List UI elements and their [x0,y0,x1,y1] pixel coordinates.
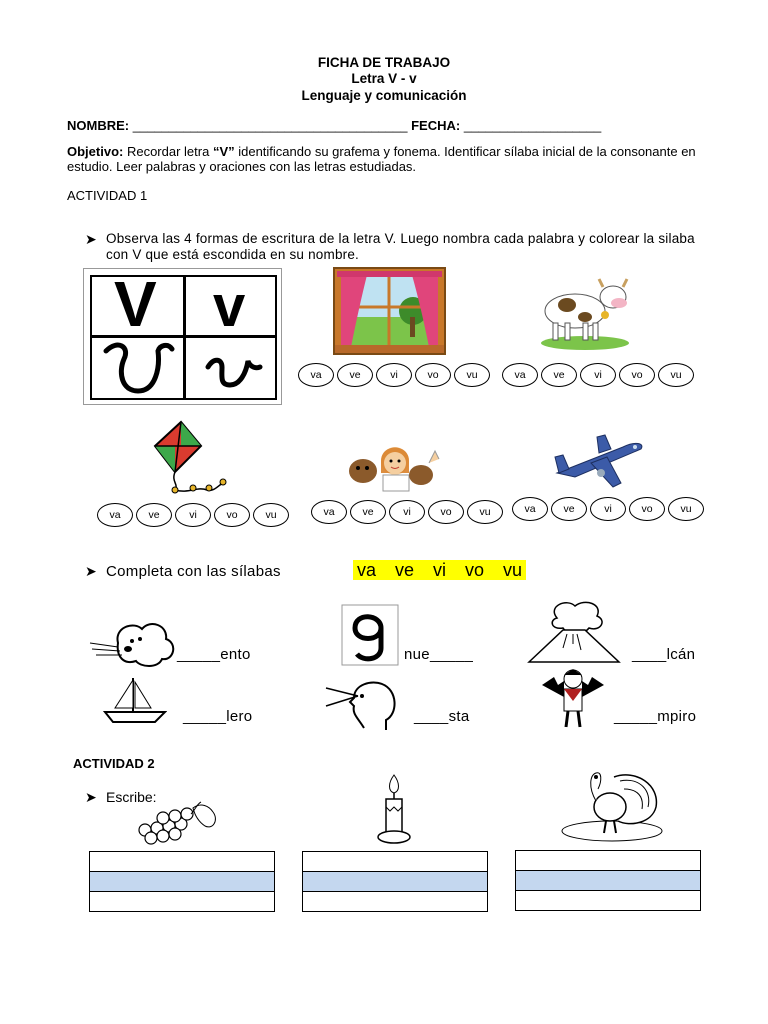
writing-line[interactable] [516,871,700,891]
syllable-va[interactable]: va [512,497,548,521]
eye-sight-icon [324,678,404,732]
name-date-line [67,118,601,133]
syllable-vi[interactable]: vi [580,363,616,387]
blank[interactable]: ____ [632,646,667,663]
worksheet-title: FICHA DE TRABAJO [317,55,451,70]
syllable-vu[interactable]: vu [454,363,490,387]
bullet-arrow-icon: ➤ [85,563,97,579]
word-part: ento [220,646,251,663]
writing-line[interactable] [90,852,274,872]
syllables-highlight: va ve vi vo vu [353,560,526,580]
syllables-highlight-box [353,560,526,581]
blank[interactable]: _____ [183,708,227,725]
writing-line[interactable] [516,851,700,871]
airplane-icon [553,433,648,491]
letter-form-lower-cursive-icon [204,345,264,391]
writing-line[interactable] [516,891,700,910]
syllable-vo[interactable]: vo [629,497,665,521]
word-part: sta [448,708,470,725]
writing-line[interactable] [303,872,487,892]
writing-lines-1[interactable] [89,851,275,912]
syllable-vo[interactable]: vo [428,500,464,524]
syllable-vi[interactable]: vi [175,503,211,527]
name-label: NOMBRE: [67,118,130,133]
name-blank: ______________________________________ [132,118,408,133]
nine-icon [341,604,399,666]
syllable-va[interactable]: va [298,363,334,387]
syllable-vo[interactable]: vo [214,503,250,527]
syllable-ve[interactable]: ve [337,363,373,387]
syllable-ve[interactable]: ve [541,363,577,387]
syllable-vu[interactable]: vu [467,500,503,524]
writing-line[interactable] [303,892,487,911]
word-velero [183,708,252,725]
word-part: lcán [666,646,696,663]
objective-text-1: Recordar letra [123,144,213,159]
objective-paragraph [67,144,707,174]
bullet-arrow-icon: ➤ [85,231,97,247]
letter-forms-card [83,268,282,405]
syllable-row-kite [97,503,289,527]
cow-icon [537,273,632,351]
syllable-row-window [298,363,490,387]
complete-instruction: Completa con las sílabas [106,563,281,580]
wind-icon [88,617,178,669]
syllable-ve[interactable]: ve [350,500,386,524]
word-part: nue [404,646,430,663]
syllable-va[interactable]: va [502,363,538,387]
letter-form-lower-print: v [213,274,246,339]
letter-form-upper-print: V [114,268,157,340]
worksheet-subject: Lenguaje y comunicación [301,88,467,103]
word-part: lero [226,708,253,725]
vampire-icon [540,667,606,729]
candle-icon [374,773,414,847]
syllable-vi[interactable]: vi [389,500,425,524]
objective-letter: “V” [212,144,235,159]
window-icon [333,267,446,355]
syllable-vu[interactable]: vu [253,503,289,527]
activity2-title: ACTIVIDAD 2 [73,756,155,771]
writing-line[interactable] [90,872,274,892]
writing-line[interactable] [303,852,487,872]
letter-form-upper-cursive-icon [98,337,182,397]
activity1-instruction: Observa las 4 formas de escritura de la letra V. Luego nombra cada palabra y colorear la silaba con V que está escondida en su nombre. [106,231,695,262]
activity2-instruction: Escribe: [106,789,157,805]
syllable-vo[interactable]: vo [619,363,655,387]
writing-lines-2[interactable] [302,851,488,912]
volcano-icon [527,598,621,664]
writing-lines-3[interactable] [515,850,701,911]
date-label: FECHA: [411,118,461,133]
blank[interactable]: _____ [177,646,221,663]
word-ento [177,646,251,663]
vet-icon [343,437,443,493]
objective-text-2: identificando su grafema y fonema. Identificar sílaba inicial de la consonante en estudio. Leer palabras y oraciones con las letras estudiadas. [67,144,696,174]
word-part: mpiro [657,708,697,725]
syllable-row-cow [502,363,694,387]
syllable-va[interactable]: va [311,500,347,524]
word-vampiro [614,708,696,725]
objective-label: Objetivo: [67,144,124,159]
word-vista [414,708,470,725]
blank[interactable]: ____ [414,708,449,725]
syllable-row-vet [311,500,503,524]
syllable-ve[interactable]: ve [136,503,172,527]
syllable-vo[interactable]: vo [415,363,451,387]
blank[interactable]: _____ [614,708,658,725]
syllable-vi[interactable]: vi [376,363,412,387]
syllable-vu[interactable]: vu [668,497,704,521]
syllable-ve[interactable]: ve [551,497,587,521]
worksheet-subtitle: Letra V - v [351,71,417,86]
sailboat-icon [103,676,167,724]
blank[interactable]: _____ [429,646,474,663]
syllable-va[interactable]: va [97,503,133,527]
activity1-title: ACTIVIDAD 1 [67,188,148,203]
writing-line[interactable] [90,892,274,911]
kite-icon [145,420,230,498]
word-nueve [404,646,473,663]
syllable-vu[interactable]: vu [658,363,694,387]
syllable-vi[interactable]: vi [590,497,626,521]
grapes-icon [135,800,225,846]
word-volcan [632,646,695,663]
date-blank: ___________________ [463,118,602,133]
turkey-icon [560,767,666,843]
syllable-row-airplane [512,497,704,521]
bullet-arrow-icon: ➤ [85,789,97,805]
